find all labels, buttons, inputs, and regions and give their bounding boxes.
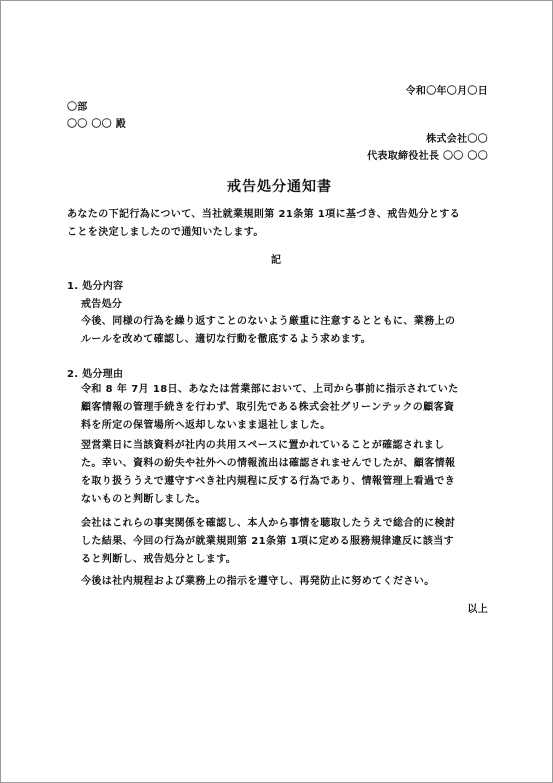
section1-body [81,313,455,349]
section1-heading: 1. 処分内容 [67,281,124,292]
section2-line: 会社はこれらの事実関係を確認し、本人から事情を聴取したうえで総合的に検討 [81,518,456,529]
company-name: 株式会社〇〇 [426,134,488,145]
issue-date: 令和〇年〇月〇日 [405,86,488,97]
section2-line: 料を所定の保管場所へ返却しないまま退社しました。 [81,420,331,431]
section2-paragraph-1 [81,381,459,435]
section2-heading: 2. 処分理由 [67,369,124,380]
section2-line: た。幸い、資料の紛失や社外への情報流出は確認されませんでしたが、顧客情報 [81,458,456,469]
section2-line: した結果、今回の行為が就業規則第 21条第 1項に定める服務規律違反に該当す [81,536,455,547]
section1-line: 今後、同様の行為を繰り返すことのないよう厳重に注意するとともに、業務上の [81,316,456,327]
recipient-department: 〇部 [67,102,88,113]
section1-line: ルールを改めて確認し、適切な行動を徹底するよう求めます。 [81,334,372,345]
section2-paragraph-4 [81,573,435,591]
recipient-name: 〇〇 〇〇 殿 [67,119,127,130]
section2-line: 翌営業日に当該資料が社内の共用スペースに置かれていることが確認されまし [81,440,445,451]
document-title: 戒告処分通知書 [227,179,332,195]
closing-mark: 以上 [467,604,488,615]
section2-line: を取り扱ううえで遵守すべき社内規程に反する行為であり、情報管理上看過でき [81,476,456,487]
section2-paragraph-2 [81,437,455,509]
intro-line: あなたの下記行為について、当社就業規則第 21条第 1項に基づき、戒告処分とする [67,209,461,220]
intro-line: ことを決定しましたので通知いたします。 [67,227,264,238]
section2-line: 令和 8 年 7月 18日、あなたは営業部において、上司から事前に指示されていた [81,384,459,395]
section2-line: 顧客情報の管理手続きを行わず、取引先である株式会社グリーンテックの顧客資 [81,402,455,413]
section2-line: ないものと判断しました。 [81,494,206,505]
sender-name: 代表取締役社長 〇〇 〇〇 [367,151,488,162]
section2-paragraph-3 [81,515,455,569]
section1-disposition: 戒告処分 [81,299,123,310]
section2-line: 今後は社内規程および業務上の指示を遵守し、再発防止に努めてください。 [81,576,435,587]
intro-paragraph [67,206,460,242]
section2-line: ると判断し、戒告処分とします。 [81,554,237,565]
ki-marker: 記 [271,255,282,266]
